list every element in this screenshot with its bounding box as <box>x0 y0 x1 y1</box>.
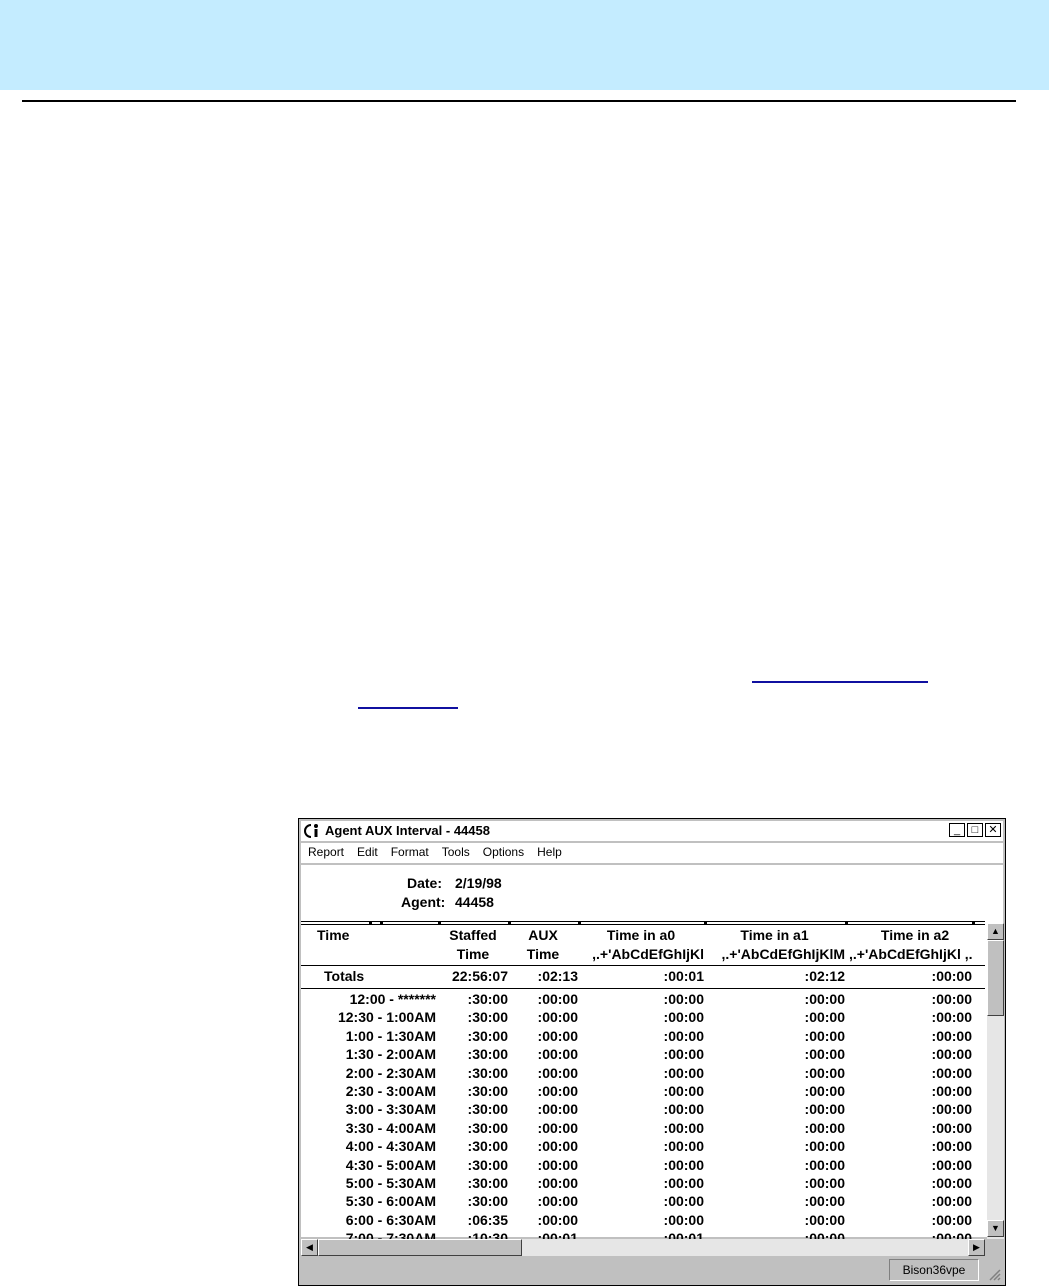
agent-value: 44458 <box>455 894 494 910</box>
table-cell: :00:00 <box>663 1138 704 1155</box>
interval-label: 4:00 - 4:30AM <box>345 1138 436 1155</box>
table-cell: :00:00 <box>931 1175 972 1191</box>
hyperlink-underline[interactable] <box>752 681 928 683</box>
report-window <box>298 818 1006 1286</box>
table-cell: :00:00 <box>804 1193 845 1210</box>
table-cell: :00:00 <box>663 1119 704 1136</box>
menu-edit[interactable]: Edit <box>357 845 378 859</box>
interval-label: 12:30 - 1:00AM <box>337 1009 436 1026</box>
interval-label: 4:30 - 5:00AM <box>345 1156 436 1173</box>
menu-report[interactable]: Report <box>308 845 345 859</box>
interval-label: 12:00 - ******* <box>349 991 436 1007</box>
table-cell: :00:00 <box>663 1211 704 1228</box>
column-divider[interactable] <box>704 921 707 925</box>
table-cell: :30:00 <box>467 1046 508 1063</box>
table-cell: :00:00 <box>804 1083 845 1099</box>
table-cell: :30:00 <box>467 1083 508 1099</box>
status-bar <box>301 1259 1003 1283</box>
table-cell: :00:00 <box>537 1046 578 1063</box>
table-cell: :00:00 <box>537 1009 578 1026</box>
date-label: Date: <box>407 875 443 891</box>
table-cell: :00:00 <box>931 1027 972 1044</box>
table-cell: :00:00 <box>931 1156 972 1173</box>
table-cell: :30:00 <box>467 1027 508 1044</box>
table-cell: :00:00 <box>804 1211 845 1228</box>
menu-tools[interactable]: Tools <box>441 845 470 859</box>
table-cell: :00:00 <box>931 1119 972 1136</box>
interval-label: 2:30 - 3:00AM <box>345 1083 436 1099</box>
table-cell: :00:00 <box>663 1083 704 1099</box>
table-cell: :00:00 <box>537 1083 578 1099</box>
column-divider[interactable] <box>508 921 511 925</box>
interval-label: 5:30 - 6:00AM <box>345 1193 436 1210</box>
table-cell: :00:00 <box>931 1138 972 1155</box>
title-bar[interactable] <box>301 821 1003 841</box>
table-cell: :00:00 <box>663 1156 704 1173</box>
table-cell: :00:00 <box>931 1101 972 1118</box>
col-header-a1: Time in a1 <box>740 927 809 943</box>
close-button[interactable]: ✕ <box>985 823 1001 837</box>
interval-label: 3:00 - 3:30AM <box>345 1101 436 1118</box>
table-cell: :00:00 <box>804 1009 845 1026</box>
interval-label: 5:00 - 5:30AM <box>345 1175 436 1191</box>
agent-label: Agent: <box>401 894 446 910</box>
table-cell: :00:00 <box>931 1064 972 1081</box>
table-cell: :00:00 <box>663 1193 704 1210</box>
col-subheader-aux: Time <box>526 946 560 962</box>
table-cell: :00:00 <box>931 1009 972 1026</box>
totals-cell: :00:01 <box>663 968 704 984</box>
resize-grip-icon[interactable] <box>987 1267 1001 1281</box>
totals-divider <box>301 988 985 989</box>
table-cell: :00:00 <box>804 1156 845 1173</box>
column-divider[interactable] <box>845 921 848 925</box>
table-row <box>301 1028 985 1047</box>
interval-label: 2:00 - 2:30AM <box>345 1064 436 1081</box>
table-cell: :00:00 <box>804 1027 845 1044</box>
table-cell: :00:00 <box>663 1027 704 1044</box>
table-row <box>301 1101 985 1120</box>
table-cell: :00:00 <box>537 1101 578 1118</box>
menu-format[interactable]: Format <box>390 845 429 859</box>
table-cell: :00:00 <box>537 1193 578 1210</box>
column-header-row-2 <box>301 946 985 965</box>
col-subheader-a2: ,.+'AbCdEfGhIjKl ,. <box>849 946 973 962</box>
header-band <box>0 0 1049 90</box>
scroll-up-button[interactable]: ▲ <box>987 923 1004 940</box>
table-cell: :00:00 <box>663 991 704 1007</box>
horizontal-scroll-thumb[interactable] <box>318 1239 522 1256</box>
table-cell: :00:00 <box>663 1175 704 1191</box>
table-cell: :00:00 <box>537 991 578 1007</box>
table-cell: :00:00 <box>804 1175 845 1191</box>
table-cell: :30:00 <box>467 1064 508 1081</box>
col-header-a0: Time in a0 <box>606 927 676 943</box>
table-cell: :00:00 <box>537 1138 578 1155</box>
window-title: Agent AUX Interval - 44458 <box>325 823 490 838</box>
table-cell: :00:00 <box>537 1064 578 1081</box>
table-cell: :00:00 <box>931 1083 972 1099</box>
table-cell: :30:00 <box>467 1175 508 1191</box>
interval-label: 3:30 - 4:00AM <box>345 1119 436 1136</box>
status-panel: Bison36vpe <box>889 1259 979 1281</box>
table-cell: :00:00 <box>804 991 845 1007</box>
table-row <box>301 1138 985 1157</box>
minimize-button[interactable]: _ <box>949 823 965 837</box>
table-cell: :00:00 <box>804 1046 845 1063</box>
table-cell: :00:00 <box>931 991 972 1007</box>
table-cell: :00:00 <box>537 1027 578 1044</box>
table-row <box>301 1175 985 1194</box>
table-cell: :00:00 <box>663 1101 704 1118</box>
menu-help[interactable]: Help <box>537 845 562 859</box>
table-cell: :00:00 <box>931 1193 972 1210</box>
interval-label: 1:30 - 2:00AM <box>345 1046 436 1063</box>
totals-row <box>301 968 985 987</box>
header-divider <box>301 965 985 966</box>
vertical-scrollbar[interactable] <box>987 923 1004 1239</box>
menu-bar <box>301 843 1003 863</box>
table-cell: :00:00 <box>537 1119 578 1136</box>
table-cell: :00:00 <box>537 1211 578 1228</box>
table-row <box>301 1046 985 1065</box>
table-row <box>301 1120 985 1139</box>
table-cell: :00:00 <box>663 1009 704 1026</box>
col-header-aux: AUX <box>528 927 558 943</box>
table-cell: :30:00 <box>467 991 508 1007</box>
table-cell: :30:00 <box>467 1138 508 1155</box>
totals-cell: :00:00 <box>931 968 972 984</box>
column-divider[interactable] <box>438 921 441 925</box>
table-cell: :06:35 <box>467 1211 508 1228</box>
column-divider[interactable] <box>972 921 975 925</box>
table-cell: :00:00 <box>804 1064 845 1081</box>
table-cell: :30:00 <box>467 1193 508 1210</box>
table-cell: :00:00 <box>537 1175 578 1191</box>
interval-label: 1:00 - 1:30AM <box>345 1027 436 1044</box>
column-divider[interactable] <box>380 921 383 925</box>
table-cell: :30:00 <box>467 1119 508 1136</box>
scroll-right-button[interactable]: ▶ <box>968 1239 985 1256</box>
table-cell: :30:00 <box>467 1156 508 1173</box>
table-row <box>301 1083 985 1102</box>
table-row <box>301 1212 985 1231</box>
totals-cell: :02:12 <box>804 968 845 984</box>
table-cell: :00:00 <box>804 1119 845 1136</box>
date-value: 2/19/98 <box>455 875 502 891</box>
column-divider[interactable] <box>369 921 372 925</box>
table-cell: :00:00 <box>804 1138 845 1155</box>
table-row <box>301 1009 985 1028</box>
table-row <box>301 1157 985 1176</box>
col-subheader-a0: ,.+'AbCdEfGhIjKl <box>592 946 704 962</box>
table-cell: :30:00 <box>467 1101 508 1118</box>
table-cell: :00:00 <box>537 1156 578 1173</box>
table-row <box>301 1065 985 1084</box>
table-cell: :00:00 <box>931 1046 972 1063</box>
column-divider[interactable] <box>578 921 581 925</box>
totals-label: Totals <box>324 968 365 984</box>
header-rule <box>22 100 1016 102</box>
maximize-button[interactable]: □ <box>967 823 983 837</box>
col-header-time: Time <box>317 927 350 943</box>
col-subheader-staffed: Time <box>456 946 490 962</box>
table-cell: :00:00 <box>931 1211 972 1228</box>
col-subheader-a1: ,.+'AbCdEfGhIjKlM <box>721 946 845 962</box>
col-header-staffed: Staffed <box>449 927 497 943</box>
hyperlink-underline[interactable] <box>358 707 458 709</box>
interval-label: 6:00 - 6:30AM <box>345 1211 436 1228</box>
app-icon <box>304 823 322 839</box>
table-cell: :30:00 <box>467 1009 508 1026</box>
column-header-row <box>301 927 985 946</box>
table-cell: :00:00 <box>663 1046 704 1063</box>
column-resize-strip[interactable] <box>301 921 985 925</box>
scroll-down-button[interactable]: ▼ <box>987 1220 1004 1237</box>
vertical-scroll-thumb[interactable] <box>987 940 1004 1016</box>
table-row <box>301 1193 985 1212</box>
table-cell: :00:00 <box>804 1101 845 1118</box>
menu-options[interactable]: Options <box>482 845 525 859</box>
scroll-left-button[interactable]: ◀ <box>301 1239 318 1256</box>
col-header-a2: Time in a2 <box>880 927 950 943</box>
table-row <box>301 991 985 1010</box>
horizontal-scrollbar[interactable] <box>301 1239 985 1256</box>
table-cell: :00:00 <box>663 1064 704 1081</box>
totals-cell: :02:13 <box>537 968 578 984</box>
report-content <box>301 865 1003 1237</box>
totals-cell: 22:56:07 <box>451 968 508 984</box>
